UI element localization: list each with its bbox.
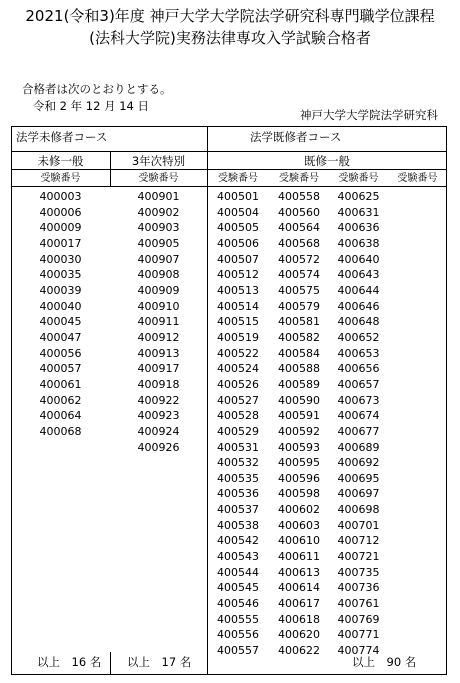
exam-number: 400712 (337, 534, 380, 548)
exam-number: 400673 (337, 393, 380, 407)
exam-number: 400901 (137, 190, 180, 203)
exam-number: 400924 (137, 424, 180, 438)
exam-number: 400903 (137, 221, 180, 235)
exam-number: 400572 (278, 252, 320, 266)
exam-number: 400560 (278, 205, 320, 219)
exam-number: 400761 (337, 597, 380, 611)
exam-number: 400697 (337, 487, 380, 501)
exam-number: 400538 (217, 518, 259, 532)
number-label: 受験番号 (279, 173, 319, 184)
exam-number: 400526 (217, 377, 259, 391)
exam-number: 400514 (217, 299, 259, 313)
exam-number: 400652 (337, 330, 380, 344)
exam-number: 400735 (337, 565, 380, 579)
exam-number: 400769 (337, 612, 380, 626)
total-trained-general: 以上 90 名 (352, 655, 417, 669)
exam-number: 400636 (337, 221, 380, 235)
exam-number: 400677 (337, 424, 380, 438)
exam-number: 400039 (39, 283, 82, 297)
exam-number: 400056 (39, 346, 82, 360)
exam-number: 400524 (217, 362, 259, 376)
exam-number: 400506 (217, 236, 259, 250)
page-subtitle: (法科大学院)実務法律専攻入学試験合格者 (89, 29, 371, 47)
trained-course-header: 法学既修者コース (250, 130, 342, 144)
exam-number: 400536 (217, 487, 259, 501)
exam-number: 400515 (217, 315, 259, 329)
number-column-untrained-special (110, 189, 207, 455)
exam-number: 400588 (278, 362, 320, 376)
exam-number: 400701 (337, 518, 380, 532)
exam-number: 400721 (337, 550, 380, 564)
exam-number: 400613 (278, 565, 320, 579)
exam-number: 400926 (137, 440, 180, 454)
exam-number: 400774 (337, 644, 380, 658)
exam-number: 400692 (337, 456, 380, 470)
exam-number: 400909 (137, 283, 180, 297)
exam-number: 400917 (137, 362, 180, 376)
column-divider (110, 652, 111, 675)
exam-number: 400638 (337, 236, 380, 250)
exam-number: 400736 (337, 581, 380, 595)
exam-number: 400603 (278, 518, 320, 532)
number-label: 受験番号 (397, 173, 438, 184)
divider (11, 186, 447, 187)
exam-number: 400674 (337, 409, 380, 423)
total-untrained-general: 以上 16 名 (37, 655, 102, 669)
intro-text: 合格者は次のとおりとする。 (22, 82, 172, 96)
number-column-untrained-general (11, 189, 110, 440)
number-label: 受験番号 (138, 173, 179, 184)
exam-number: 400531 (217, 440, 259, 454)
number-column-trained-3 (329, 189, 388, 659)
exam-number: 400529 (217, 424, 259, 438)
exam-number: 400695 (337, 471, 380, 485)
exam-number: 400532 (217, 456, 259, 470)
exam-number: 400644 (337, 283, 380, 297)
exam-number: 400504 (217, 205, 259, 219)
divider (11, 151, 447, 152)
exam-number: 400003 (39, 190, 82, 203)
number-label: 受験番号 (40, 173, 81, 184)
exam-number: 400062 (39, 393, 82, 407)
exam-number: 400598 (278, 487, 320, 501)
exam-number: 400507 (217, 252, 259, 266)
exam-number: 400646 (337, 299, 380, 313)
exam-number: 400610 (278, 534, 320, 548)
exam-number: 400537 (217, 503, 259, 517)
exam-number: 400009 (39, 221, 82, 235)
exam-number: 400618 (278, 612, 320, 626)
exam-number: 400657 (337, 377, 380, 391)
exam-number: 400575 (278, 283, 320, 297)
exam-number: 400698 (337, 503, 380, 517)
exam-number: 400528 (217, 409, 259, 423)
exam-number: 400592 (278, 424, 320, 438)
untrained-course-header: 法学未修者コース (16, 130, 108, 144)
exam-number: 400656 (337, 362, 380, 376)
exam-number: 400923 (137, 409, 180, 423)
exam-number: 400061 (39, 377, 82, 391)
exam-number: 400648 (337, 315, 380, 329)
exam-number: 400544 (217, 565, 259, 579)
exam-number: 400689 (337, 440, 380, 454)
exam-number: 400045 (39, 315, 82, 329)
exam-number: 400555 (217, 612, 259, 626)
exam-number: 400505 (217, 221, 259, 235)
number-column-trained-2 (269, 189, 329, 659)
exam-number: 400653 (337, 346, 380, 360)
exam-number: 400556 (217, 628, 259, 642)
exam-number: 400582 (278, 330, 320, 344)
announcement-date: 令和 2 年 12 月 14 日 (33, 99, 150, 113)
exam-number: 400035 (39, 268, 82, 282)
exam-number: 400545 (217, 581, 259, 595)
exam-number: 400535 (217, 471, 259, 485)
exam-number: 400611 (278, 550, 320, 564)
exam-number: 400907 (137, 252, 180, 266)
trained-general-header: 既修一般 (304, 154, 350, 168)
number-label: 受験番号 (338, 173, 379, 184)
exam-number: 400591 (278, 409, 320, 423)
exam-number: 400602 (278, 503, 320, 517)
number-label: 受験番号 (218, 173, 258, 184)
total-untrained-special: 以上 17 名 (127, 655, 192, 669)
exam-number: 400590 (278, 393, 320, 407)
exam-number: 400064 (39, 409, 82, 423)
exam-number: 400905 (137, 236, 180, 250)
exam-number: 400589 (278, 377, 320, 391)
exam-number: 400593 (278, 440, 320, 454)
exam-number: 400558 (278, 190, 320, 203)
exam-number: 400631 (337, 205, 380, 219)
exam-number: 400908 (137, 268, 180, 282)
exam-number: 400625 (337, 190, 380, 203)
exam-number: 400057 (39, 362, 82, 376)
exam-number: 400614 (278, 581, 320, 595)
exam-number: 400519 (217, 330, 259, 344)
exam-number: 400922 (137, 393, 180, 407)
exam-number: 400643 (337, 268, 380, 282)
exam-number: 400912 (137, 330, 180, 344)
exam-number: 400574 (278, 268, 320, 282)
exam-number: 400595 (278, 456, 320, 470)
exam-number: 400584 (278, 346, 320, 360)
exam-number: 400910 (137, 299, 180, 313)
exam-number: 400913 (137, 346, 180, 360)
exam-number: 400047 (39, 330, 82, 344)
exam-number: 400542 (217, 534, 259, 548)
page-title: 2021(令和3)年度 神戸大学大学院法学研究科専門職学位課程 (25, 7, 435, 25)
exam-number: 400640 (337, 252, 380, 266)
exam-number: 400040 (39, 299, 82, 313)
exam-number: 400522 (217, 346, 259, 360)
exam-number: 400596 (278, 471, 320, 485)
exam-number: 400911 (137, 315, 180, 329)
exam-number: 400543 (217, 550, 259, 564)
exam-number: 400579 (278, 299, 320, 313)
exam-number: 400568 (278, 236, 320, 250)
exam-number: 400557 (217, 644, 259, 658)
exam-number: 400017 (39, 236, 82, 250)
exam-number: 400622 (278, 644, 320, 658)
exam-number: 400512 (217, 268, 259, 282)
exam-number: 400902 (137, 205, 180, 219)
exam-number: 400546 (217, 597, 259, 611)
exam-number: 400527 (217, 393, 259, 407)
exam-number: 400030 (39, 252, 82, 266)
exam-number: 400918 (137, 377, 180, 391)
untrained-general-header: 未修一般 (37, 154, 84, 168)
exam-number: 400617 (278, 597, 320, 611)
exam-number: 400564 (278, 221, 320, 235)
exam-number: 400006 (39, 205, 82, 219)
exam-number: 400771 (337, 628, 380, 642)
exam-number: 400068 (39, 424, 82, 438)
divider (11, 169, 447, 170)
exam-number: 400513 (217, 283, 259, 297)
issuer-name: 神戸大学大学院法学研究科 (300, 108, 438, 122)
untrained-special-header: 3年次特別 (131, 154, 186, 168)
number-column-trained-1 (207, 189, 269, 659)
exam-number: 400620 (278, 628, 320, 642)
exam-number: 400501 (217, 190, 259, 203)
exam-number: 400581 (278, 315, 320, 329)
